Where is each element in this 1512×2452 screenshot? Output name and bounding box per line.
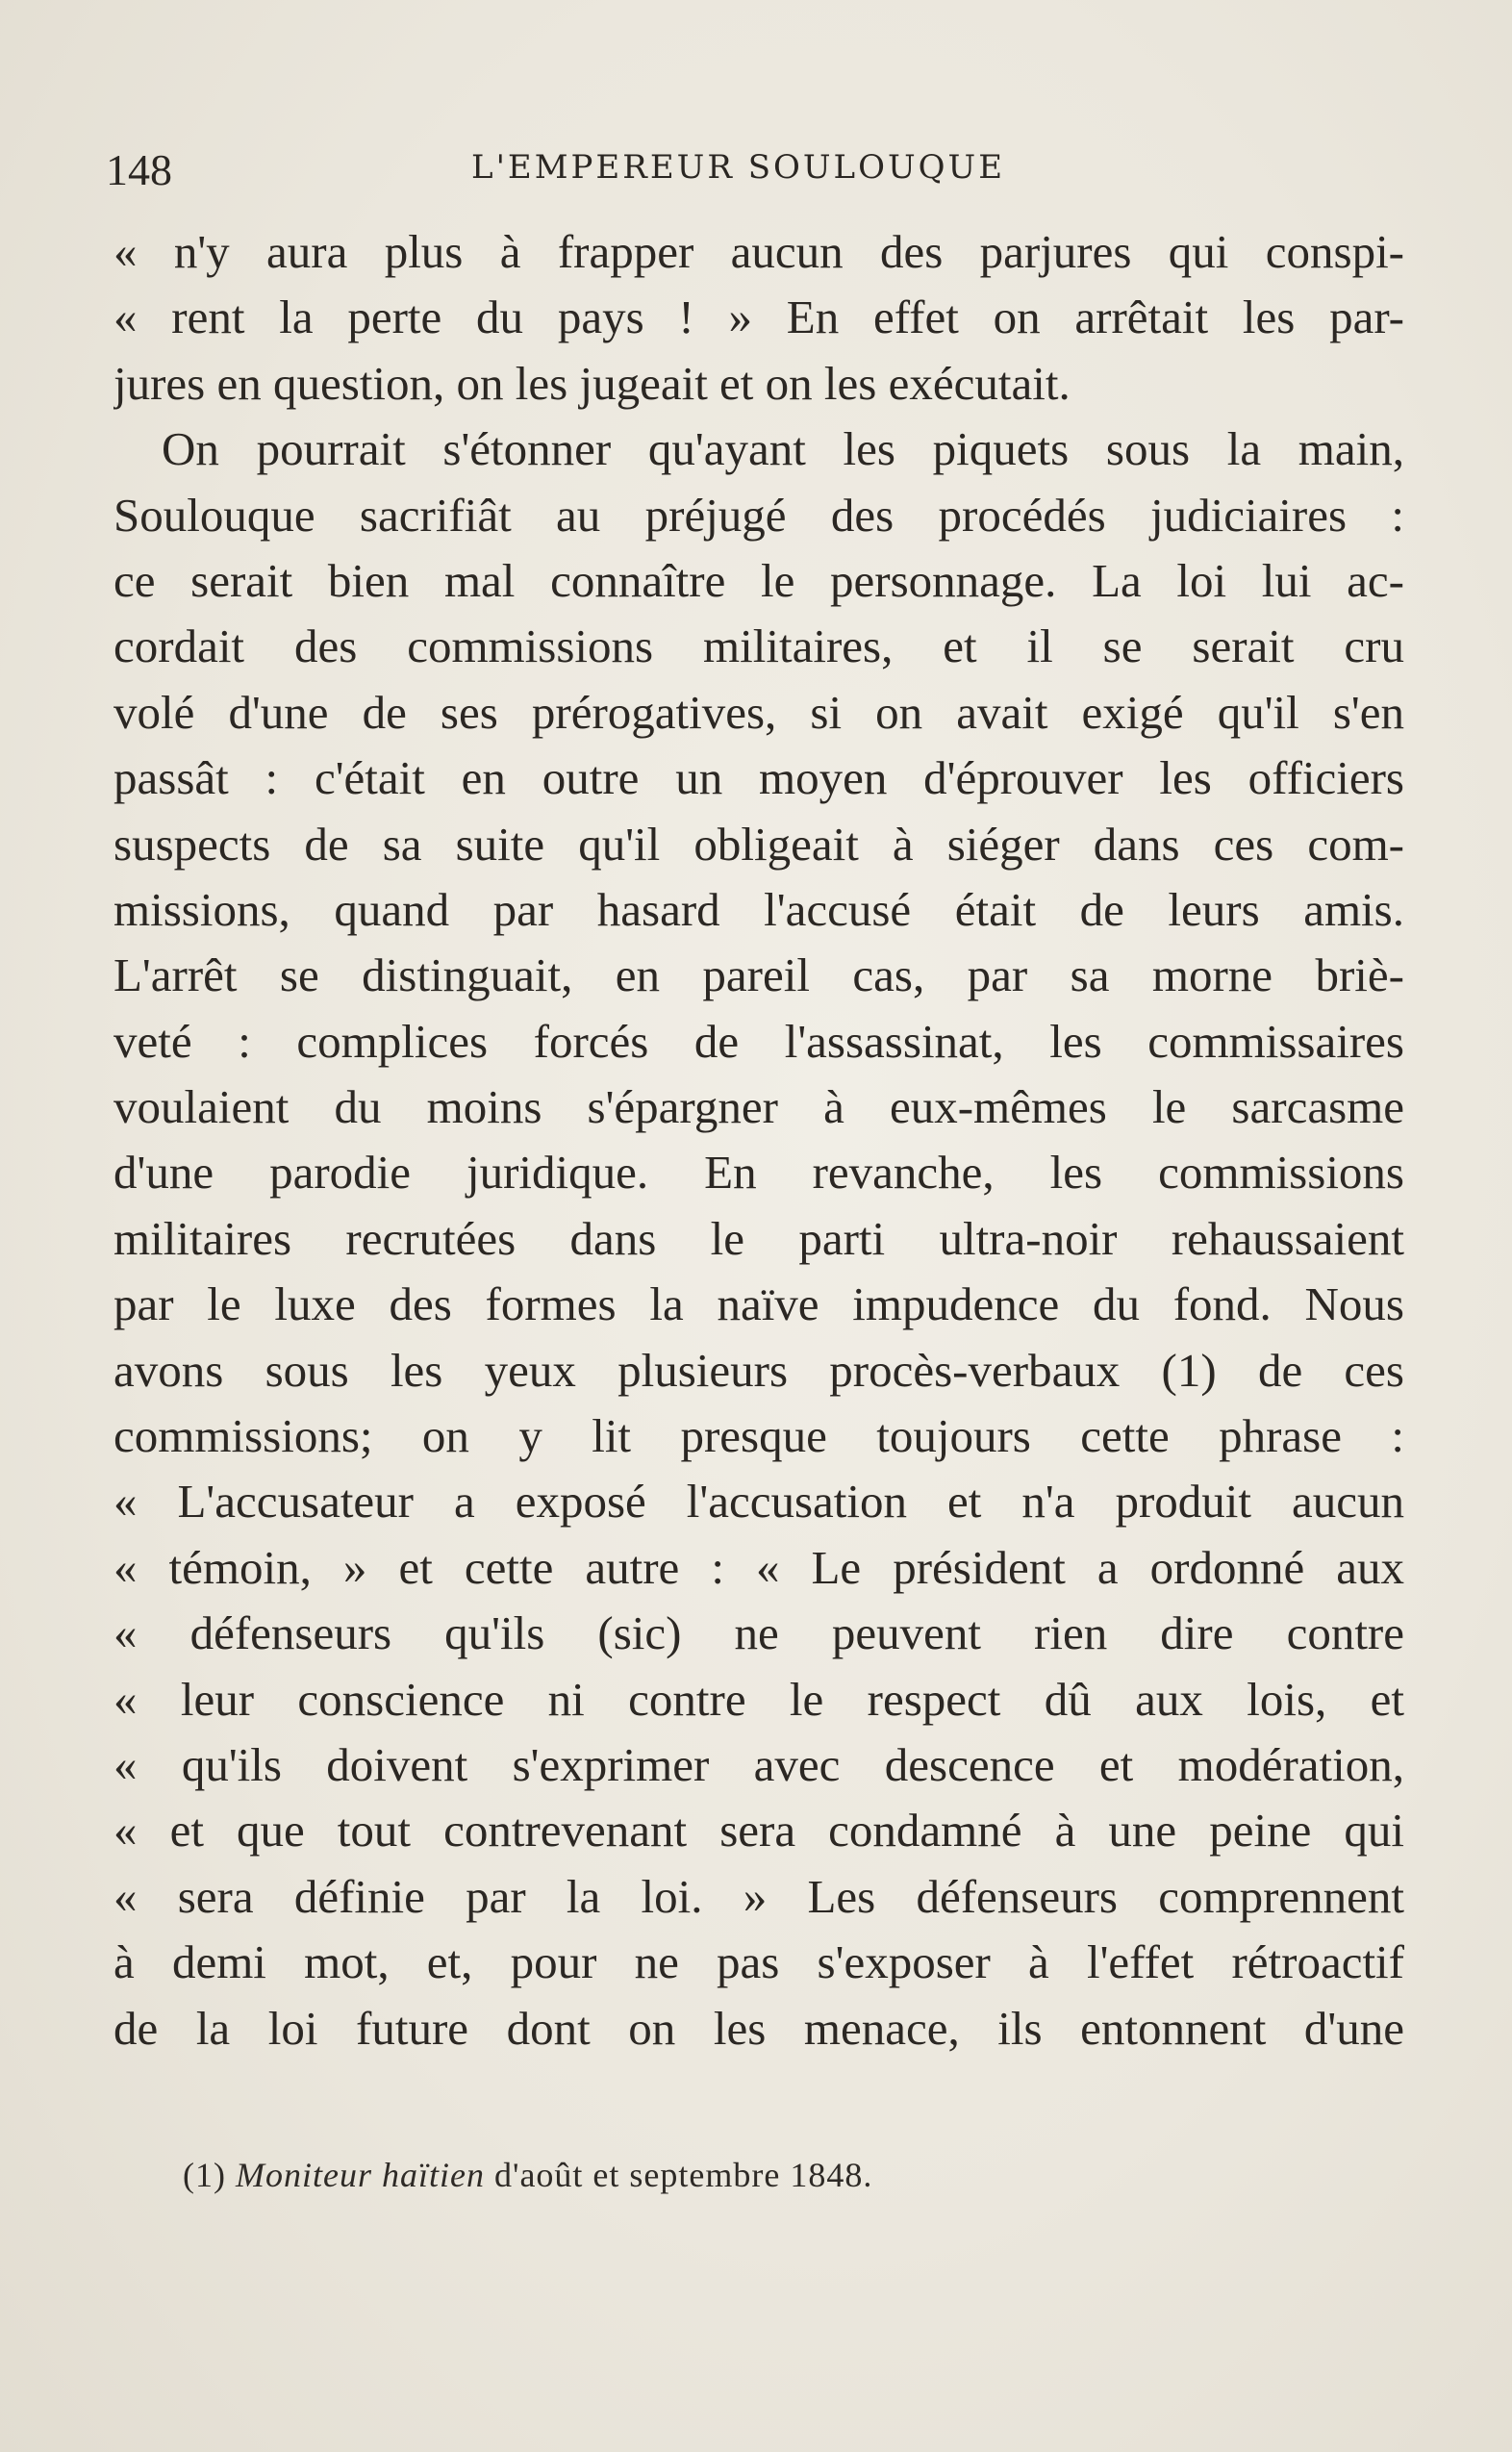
text-line: L'arrêt se distinguait, en pareil cas, par sa morne briè- bbox=[113, 948, 1404, 1002]
text-line: Soulouque sacrifiât au préjugé des procédés judiciaires : bbox=[113, 488, 1404, 542]
text-line: cordait des commissions militaires, et il se serait cru bbox=[113, 619, 1404, 673]
footnote-title: Moniteur haïtien bbox=[235, 2156, 485, 2194]
text-line: militaires recrutées dans le parti ultra-noir rehaussaient bbox=[113, 1211, 1404, 1265]
footnote-text: d'août et septembre 1848. bbox=[493, 2156, 873, 2194]
text-line: de la loi future dont on les menace, ils entonnent d'une bbox=[113, 2001, 1404, 2055]
text-line: On pourrait s'étonner qu'ayant les piquets sous la main, bbox=[162, 422, 1404, 476]
footnote-marker: (1) bbox=[183, 2156, 226, 2194]
text-line: « et que tout contrevenant sera condamné à une peine qui bbox=[113, 1804, 1404, 1858]
text-line: par le luxe des formes la naïve impudence du fond. Nous bbox=[113, 1277, 1404, 1331]
text-line: jures en question, on les jugeait et on les exécutait. bbox=[113, 356, 1071, 410]
text-line: « leur conscience ni contre le respect dû aux lois, et bbox=[113, 1672, 1404, 1726]
text-line: « sera définie par la loi. » Les défenseurs comprennent bbox=[113, 1869, 1404, 1923]
text-line: « défenseurs qu'ils (sic) ne peuvent rien dire contre bbox=[113, 1606, 1404, 1660]
footnote bbox=[183, 2155, 1241, 2195]
text-line: ce serait bien mal connaître le personnage. La loi lui ac- bbox=[113, 553, 1404, 607]
text-line: volé d'une de ses prérogatives, si on avait exigé qu'il s'en bbox=[113, 685, 1404, 739]
text-line: missions, quand par hasard l'accusé était de leurs amis. bbox=[113, 882, 1404, 936]
text-line: avons sous les yeux plusieurs procès-verbaux (1) de ces bbox=[113, 1343, 1404, 1397]
text-line: passât : c'était en outre un moyen d'éprouver les officiers bbox=[113, 751, 1404, 805]
page-number: 148 bbox=[106, 145, 172, 194]
running-head bbox=[106, 144, 1404, 192]
text-line: « rent la perte du pays ! » En effet on arrêtait les par- bbox=[113, 291, 1404, 344]
text-line: « n'y aura plus à frapper aucun des parjures qui conspi- bbox=[113, 225, 1404, 278]
text-line: voulaient du moins s'épargner à eux-mêmes le sarcasme bbox=[113, 1080, 1404, 1134]
text-line: « L'accusateur a exposé l'accusation et n'a produit aucun bbox=[113, 1475, 1404, 1529]
text-line: à demi mot, et, pour ne pas s'exposer à l'effet rétroactif bbox=[113, 1935, 1404, 1989]
text-line: d'une parodie juridique. En revanche, les commissions bbox=[113, 1146, 1404, 1200]
text-line: « témoin, » et cette autre : « Le président a ordonné aux bbox=[113, 1540, 1404, 1594]
text-line: commissions; on y lit presque toujours cette phrase : bbox=[113, 1409, 1404, 1463]
running-title: L'EMPEREUR SOULOUQUE bbox=[471, 148, 1006, 187]
text-line: veté : complices forcés de l'assassinat, les commissaires bbox=[113, 1014, 1404, 1068]
text-line: suspects de sa suite qu'il obligeait à siéger dans ces com- bbox=[113, 817, 1404, 871]
body-text bbox=[113, 219, 1404, 2061]
text-line: « qu'ils doivent s'exprimer avec descence et modération, bbox=[113, 1737, 1404, 1791]
